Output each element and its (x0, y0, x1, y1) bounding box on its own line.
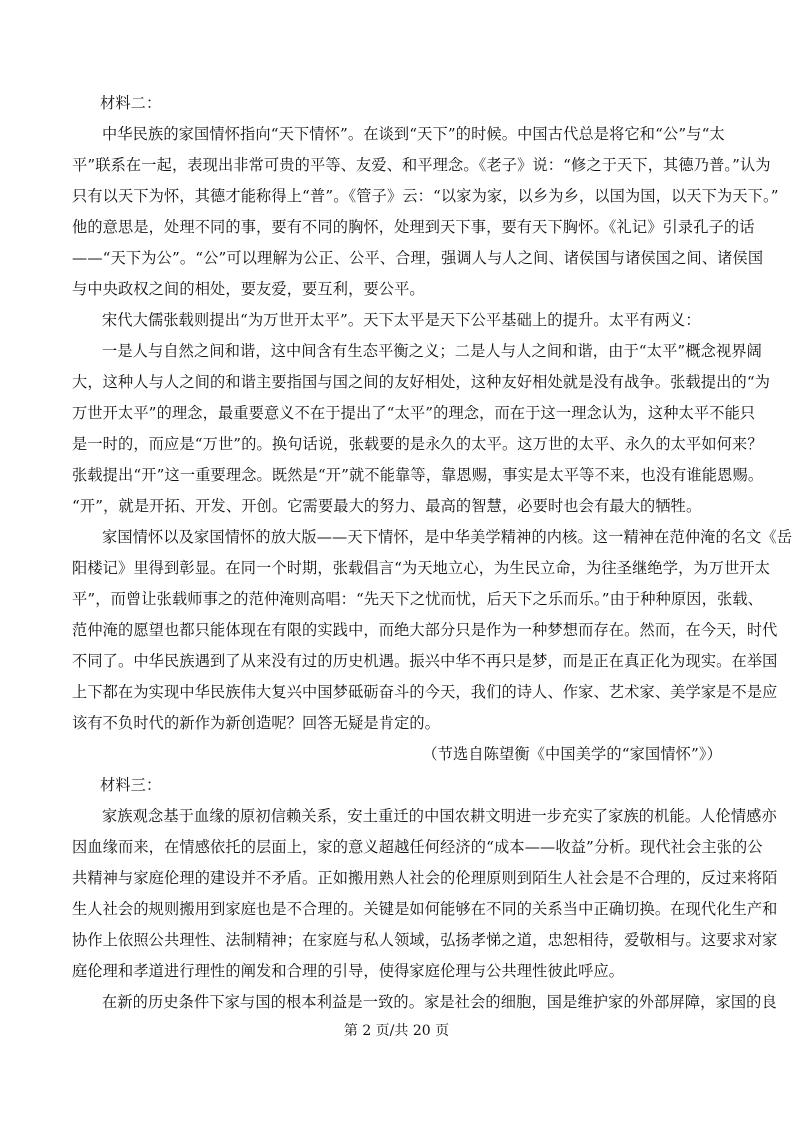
paragraph-line: 协作上依照公共理性、法制精神；在家庭与私人领域，弘扬孝悌之道，忠恕相待，爱敬相与。这要求对家 (72, 931, 778, 949)
paragraph-line: 平”，而曾让张载师事之的范仲淹则高唱：“先天下之忧而忧，后天下之乐而乐。”由于种种原因，张载、 (72, 590, 763, 608)
paragraph-line: “开”，就是开拓、开发、开创。它需要最大的努力、最高的智慧，必要时也会有最大的牺牲。 (72, 497, 702, 515)
paragraph-line: 宋代大儒张载则提出“为万世开太平”。天下太平是天下公平基础上的提升。太平有两义： (102, 311, 701, 329)
paragraph-line: 在新的历史条件下家与国的根本利益是一致的。家是社会的细胞，国是维护家的外部屏障，家国的良 (102, 993, 777, 1011)
paragraph-line: 阳楼记》里得到彰显。在同一个时期，张载倡言“为天地立心，为生民立命，为往圣继绝学，为万世开太 (72, 559, 771, 577)
paragraph-line: 中华民族的家国情怀指向“天下情怀”。在谈到“天下”的时候。中国古代总是将它和“公”与“太 (102, 125, 725, 143)
paragraph-line: 上下都在为实现中华民族伟大复兴中国梦砥砺奋斗的今天，我们的诗人、作家、艺术家、美学家是不是应 (72, 683, 778, 701)
paragraph-line: ——“天下为公”。“公”可以理解为公正、公平、合理，强调人与人之间、诸侯国与诸侯国之间、诸侯国 (72, 249, 764, 267)
paragraph-line: 是一时的，而应是“万世”的。换句话说，张载要的是永久的太平。这万世的太平、永久的太平如何来？ (72, 435, 763, 453)
paragraph-line: 家族观念基于血缘的原初信赖关系，安土重迁的中国农耕文明进一步充实了家族的机能。人伦情感亦 (102, 807, 777, 825)
paragraph-line: 万世开太平”的理念，最重要意义不在于提出了“太平”的理念，而在于这一理念认为，这种太平不能只 (72, 404, 756, 422)
paragraph-line: 该有不负时代的新作为新创造呢？回答无疑是肯定的。 (72, 714, 441, 732)
page-number-footer: 第 2 页/共 20 页 (343, 1023, 450, 1039)
paragraph-line: 与中央政权之间的相处，要友爱，要互利，要公平。 (72, 280, 425, 298)
paragraph-line: 生人社会的规则搬用到家庭也是不合理的。关键是如何能够在不同的关系当中正确切换。在现代化生产和 (72, 900, 778, 918)
source-citation: （节选自陈望衡《中国美学的“家国情怀”》） (422, 745, 722, 763)
paragraph-line: 家国情怀以及家国情怀的放大版——天下情怀，是中华美学精神的内核。这一精神在范仲淹的名文《岳 (102, 528, 793, 546)
paragraph-line: 共精神与家庭伦理的建设并不矛盾。正如搬用熟人社会的伦理原则到陌生人社会是不合理的，反过来将陌 (72, 869, 778, 887)
paragraph-line: 张载提出“开”这一重要理念。既然是“开”就不能靠等，靠恩赐，事实是太平等不来，也没有谁能恩赐。 (72, 466, 764, 484)
paragraph-line: 不同了。中华民族遇到了从来没有过的历史机遇。振兴中华不再只是梦，而是正在真正化为现实。在举国 (72, 652, 778, 670)
paragraph-line: 他的意思是，处理不同的事，要有不同的胸怀，处理到天下事，要有天下胸怀。《礼记》引录孔子的话 (72, 218, 755, 236)
paragraph-line: 平”联系在一起，表现出非常可贵的平等、友爱、和平理念。《老子》说：“修之于天下，其德乃普。”认为 (72, 156, 771, 174)
paragraph-line: 一是人与自然之间和谐，这中间含有生态平衡之义；二是人与人之间和谐，由于“太平”概念视界阔 (102, 342, 763, 360)
paragraph-line: 因血缘而来，在情感依托的层面上，家的意义超越任何经济的“成本——收益”分析。现代社会主张的公 (72, 838, 763, 856)
material-2-heading: 材料二： (100, 94, 162, 112)
paragraph-line: 范仲淹的愿望也都只能体现在有限的实践中，而绝大部分只是作为一种梦想而存在。然而，在今天，时代 (72, 621, 778, 639)
document-page (72, 88, 793, 1018)
paragraph-line: 大，这种人与人之间的和谐主要指国与国之间的友好相处，这种友好相处就是没有战争。张载提出的“为 (72, 373, 771, 391)
paragraph-line: 只有以天下为怀，其德才能称得上“普”。《管子》云：“以家为家，以乡为乡，以国为国，以天下为天下。” (72, 187, 779, 205)
material-3-heading: 材料三： (100, 776, 162, 794)
paragraph-line: 庭伦理和孝道进行理性的阐发和合理的引导，使得家庭伦理与公共理性彼此呼应。 (72, 962, 625, 980)
